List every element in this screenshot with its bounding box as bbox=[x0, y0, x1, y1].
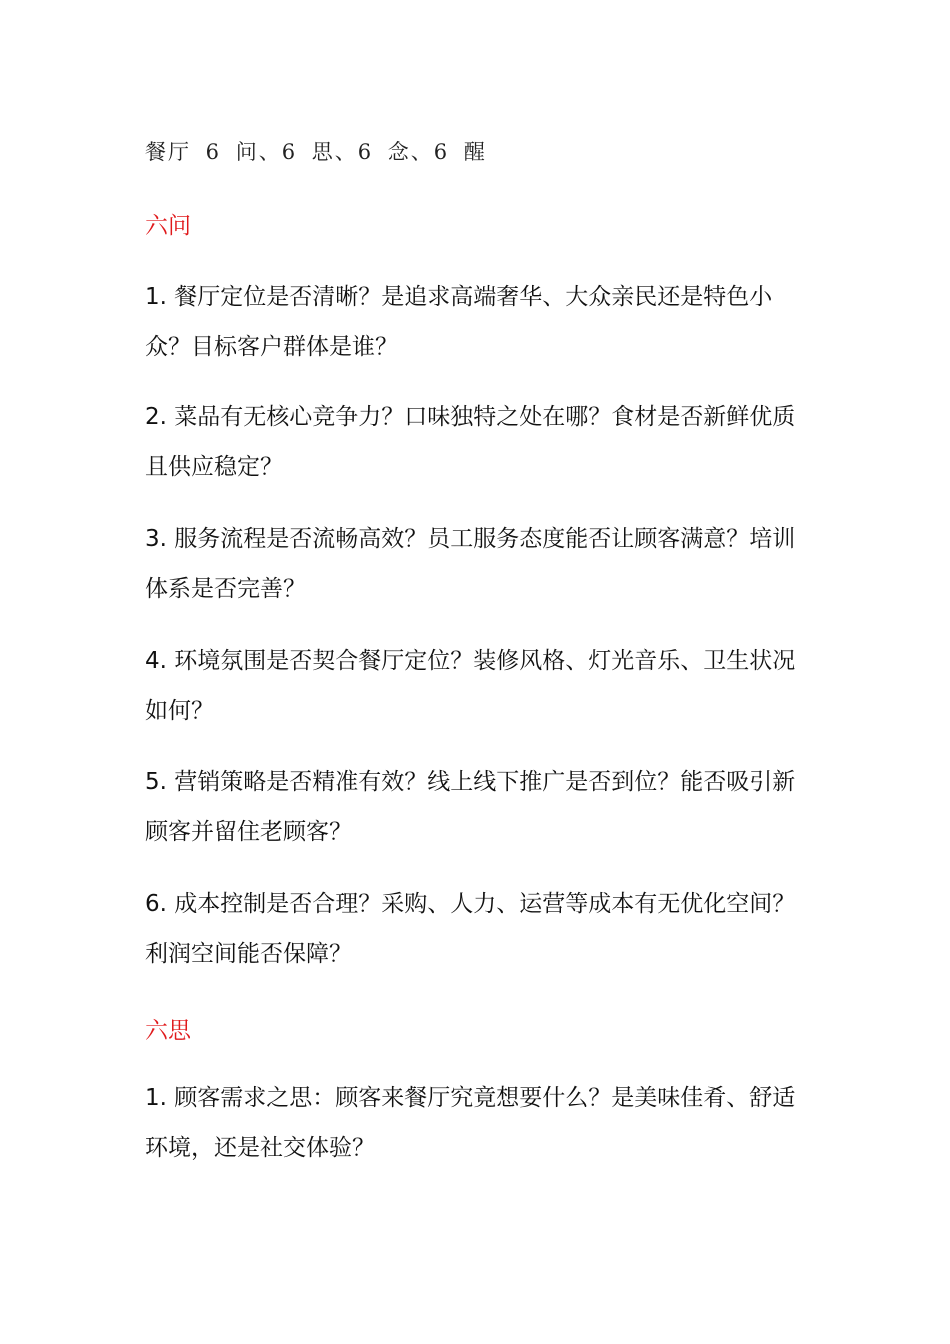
document-title: 餐厅 6 问、6 思、6 念、6 醒 bbox=[145, 140, 487, 164]
list-item: 6. 成本控制是否合理？采购、人力、运营等成本有无优化空间？利润空间能否保障？ bbox=[145, 891, 796, 967]
list-item: 2. 菜品有无核心竞争力？口味独特之处在哪？食材是否新鲜优质且供应稳定？ bbox=[145, 404, 796, 480]
list-item: 5. 营销策略是否精准有效？线上线下推广是否到位？能否吸引新顾客并留住老顾客？ bbox=[145, 769, 796, 845]
section-heading-six-thoughts: 六思 bbox=[145, 1018, 191, 1044]
list-item: 1. 顾客需求之思：顾客来餐厅究竟想要什么？是美味佳肴、舒适环境，还是社交体验？ bbox=[145, 1085, 796, 1161]
list-item: 4. 环境氛围是否契合餐厅定位？装修风格、灯光音乐、卫生状况如何？ bbox=[145, 648, 796, 724]
section-heading-six-questions: 六问 bbox=[145, 213, 191, 239]
list-item: 3. 服务流程是否流畅高效？员工服务态度能否让顾客满意？培训体系是否完善？ bbox=[145, 526, 796, 602]
list-item: 1. 餐厅定位是否清晰？是追求高端奢华、大众亲民还是特色小众？目标客户群体是谁？ bbox=[145, 284, 773, 360]
